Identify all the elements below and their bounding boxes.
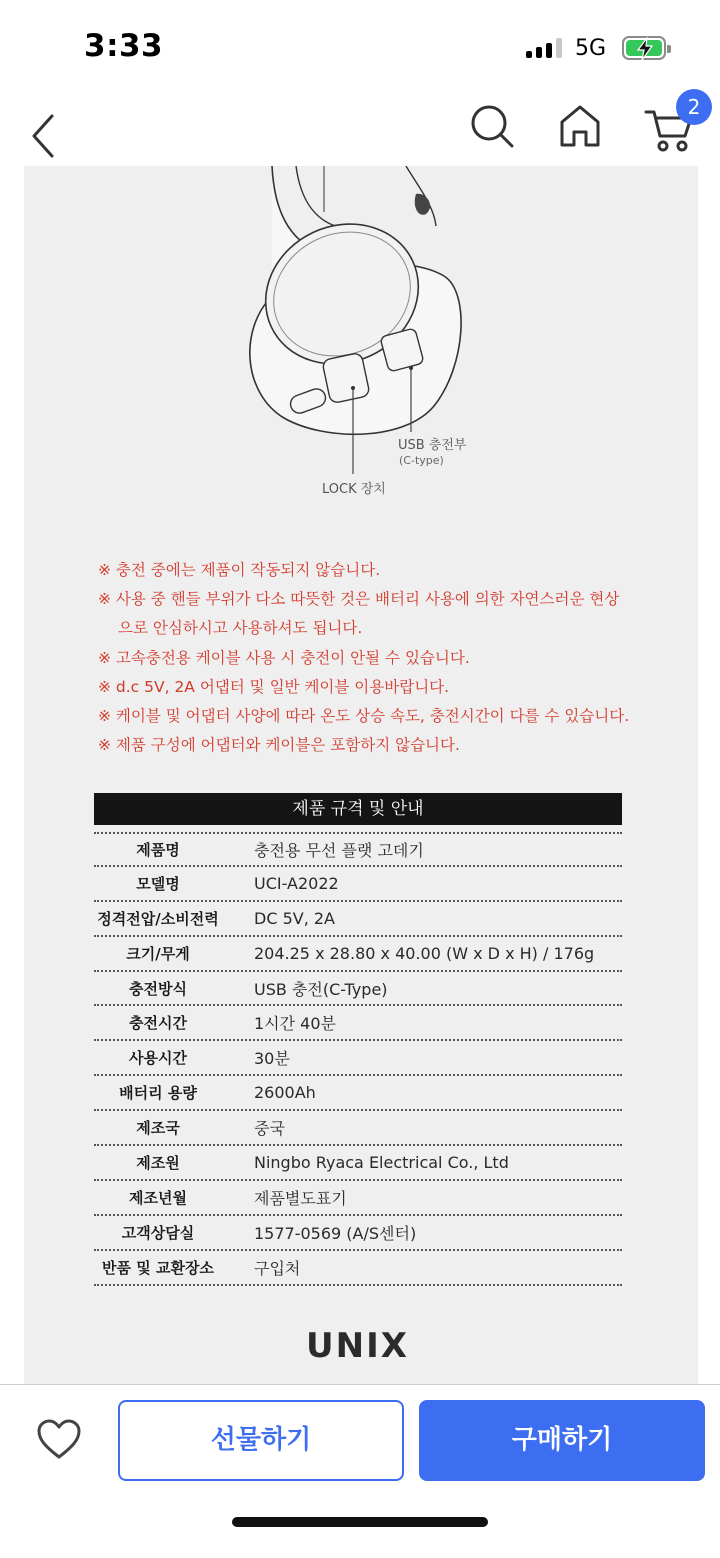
- table-row: [94, 1111, 622, 1146]
- lock-callout: LOCK 장치: [322, 482, 386, 497]
- spec-value: Ningbo Ryaca Electrical Co., Ltd: [254, 1152, 509, 1172]
- usb-port-callout: USB 충전부: [398, 438, 467, 453]
- note-line: ※ 충전 중에는 제품이 작동되지 않습니다.: [98, 561, 381, 579]
- bottom-action-bar: [0, 1384, 720, 1558]
- spec-value: 30분: [254, 1049, 290, 1069]
- home-icon[interactable]: [556, 100, 604, 152]
- table-row: [94, 1251, 622, 1286]
- top-nav-bar: [0, 92, 720, 166]
- spec-value: 중국: [254, 1119, 285, 1139]
- spec-label: 모델명: [136, 874, 180, 893]
- note-line: ※ 고속충전용 케이블 사용 시 충전이 안될 수 있습니다.: [98, 648, 470, 667]
- spec-label: 충전방식: [129, 979, 187, 998]
- note-line: ※ d.c 5V, 2A 어댑터 및 일반 케이블 이용바랍니다.: [98, 677, 450, 696]
- search-icon[interactable]: [466, 100, 518, 152]
- spec-label: 제조원: [136, 1153, 180, 1172]
- table-row: [94, 972, 622, 1007]
- heart-icon[interactable]: [36, 1418, 82, 1460]
- charging-bolt-icon: [635, 37, 655, 61]
- signal-icon: [526, 38, 562, 58]
- status-time: 3:33: [84, 28, 164, 64]
- note-line: ※ 케이블 및 어댑터 사양에 따라 온도 상승 속도, 충전시간이 다를 수 있습니다.: [98, 707, 630, 726]
- spec-label: 정격전압/소비전력: [97, 909, 219, 928]
- table-row: [94, 937, 622, 972]
- status-bar: [0, 0, 720, 92]
- flat-iron-illustration: [24, 166, 698, 526]
- table-row: [94, 1076, 622, 1111]
- spec-label: 제품명: [136, 840, 180, 859]
- buy-button[interactable]: 구매하기: [419, 1400, 705, 1481]
- table-row: [94, 1146, 622, 1181]
- chevron-left-icon[interactable]: [26, 102, 62, 162]
- spec-value: 구입처: [254, 1258, 301, 1278]
- spec-value: DC 5V, 2A: [254, 908, 335, 928]
- note-line: 으로 안심하시고 사용하셔도 됩니다.: [118, 619, 363, 638]
- note-line: ※ 제품 구성에 어댑터와 케이블은 포함하지 않습니다.: [98, 736, 460, 755]
- home-indicator[interactable]: [232, 1517, 488, 1527]
- table-row: [94, 1181, 622, 1216]
- spec-value: USB 충전(C-Type): [254, 979, 388, 999]
- spec-label: 반품 및 교환장소: [102, 1258, 214, 1277]
- usage-notes: [98, 556, 678, 760]
- spec-label: 제조국: [136, 1119, 180, 1138]
- note-line: ※ 사용 중 핸들 부위가 다소 따뜻한 것은 배터리 사용에 의한 자연스러운 현상: [98, 590, 620, 609]
- table-row: [94, 1216, 622, 1251]
- spec-label: 사용시간: [129, 1049, 187, 1068]
- spec-label: 고객상담실: [121, 1223, 195, 1242]
- gift-button[interactable]: 선물하기: [118, 1400, 404, 1481]
- table-row: [94, 1041, 622, 1076]
- spec-value: 충전용 무선 플랫 고데기: [254, 840, 424, 860]
- spec-value: 1시간 40분: [254, 1014, 336, 1034]
- brand-logo: UNIX: [306, 1326, 409, 1366]
- spec-value: 제품별도표기: [254, 1188, 347, 1208]
- network-type: 5G: [575, 36, 607, 61]
- product-detail-image: [24, 166, 698, 1384]
- spec-table-title: 제품 규격 및 안내: [94, 793, 622, 825]
- cart-count-badge: 2: [676, 89, 712, 125]
- spec-label: 배터리 용량: [119, 1084, 197, 1103]
- spec-label: 충전시간: [129, 1014, 187, 1033]
- spec-value: 204.25 x 28.80 x 40.00 (W x D x H) / 176g: [254, 943, 595, 963]
- spec-table: [94, 832, 622, 1286]
- spec-label: 제조년월: [129, 1188, 187, 1207]
- spec-label: 크기/무게: [126, 944, 190, 963]
- spec-value: 2600Ah: [254, 1083, 316, 1103]
- table-row: [94, 832, 622, 867]
- spec-value: UCI-A2022: [254, 873, 339, 893]
- table-row: [94, 902, 622, 937]
- table-row: [94, 867, 622, 902]
- table-row: [94, 1006, 622, 1041]
- battery-icon: [622, 36, 666, 60]
- spec-value: 1577-0569 (A/S센터): [254, 1223, 417, 1243]
- usb-type-callout: (C-type): [399, 454, 444, 467]
